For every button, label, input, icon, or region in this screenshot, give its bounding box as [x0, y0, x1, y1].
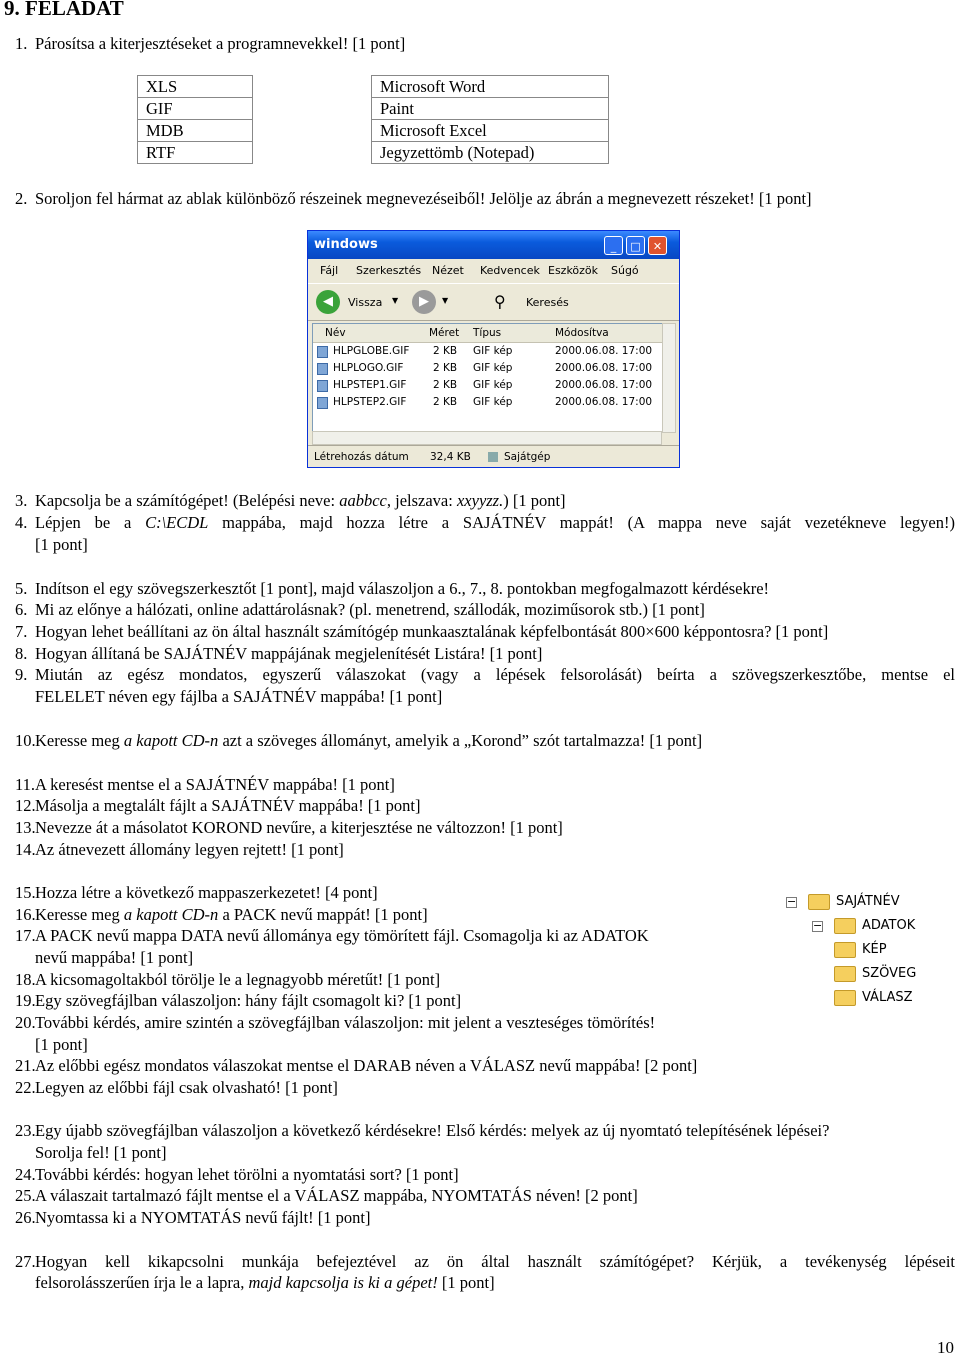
collapse-icon: − — [787, 895, 797, 908]
question-23: 23.Egy újabb szövegfájlban válaszoljon a következő kérdésekre! Első kérdés: melyek az új nyomtató telepítésének lépései? — [15, 1121, 830, 1140]
extensions-table — [137, 75, 253, 164]
status-bar — [308, 445, 679, 468]
forward-arrow-icon: ▶ — [412, 290, 436, 314]
minimize-icon: _ — [604, 236, 623, 255]
status-created: Létrehozás dátum — [314, 451, 409, 463]
question-21: 21.Az előbbi egész mondatos válaszokat mentse el DARAB néven a VÁLASZ nevű mappába! [2 pont] — [15, 1056, 698, 1075]
file-row: HLPLOGO.GIF 2 KB GIF kép 2000.06.08. 17:00 — [313, 361, 662, 378]
search-label: Keresés — [526, 296, 569, 309]
question-20: 20.További kérdés, amire szintén a szövegfájlban válaszoljon: mit jelent a veszteséges tömörítés! — [15, 1013, 656, 1032]
close-icon: ✕ — [648, 236, 667, 255]
menu-tools: Eszközök — [548, 264, 599, 277]
question-16: 16.Keresse meg a kapott CD-n a PACK nevű mappát! [1 pont] — [15, 905, 428, 924]
file-list — [312, 323, 663, 433]
question-14: 14.Az átnevezett állomány legyen rejtett! [1 pont] — [15, 840, 344, 859]
question-2: 2. Soroljon fel hármat az ablak különböző részeinek megnevezéseiből! Jelölje az ábrán a megnevezett részeket! [1 pont] — [15, 189, 812, 208]
question-3: 3. Kapcsolja be a számítógépet! (Belépési neve: aabbcc, jelszava: xxyyzz.) [1 pont] — [15, 491, 566, 510]
question-12: 12.Másolja a megtalált fájlt a SAJÁTNÉV mappába! [1 pont] — [15, 796, 421, 815]
gif-file-icon — [317, 380, 328, 392]
file-row: HLPSTEP2.GIF 2 KB GIF kép 2000.06.08. 17:00 — [313, 395, 662, 412]
back-label: Vissza — [348, 296, 383, 309]
menu-favorites: Kedvencek — [480, 264, 540, 277]
folder-icon — [834, 918, 856, 934]
vertical-scrollbar — [662, 323, 676, 433]
question-24: 24.További kérdés: hogyan lehet törölni a nyomtatási sort? [1 pont] — [15, 1165, 459, 1184]
program-cell: Microsoft Word — [372, 76, 609, 98]
folder-icon — [808, 894, 830, 910]
question-27-continuation: felsorolásszerűen írja le a lapra, majd kapcsolja is ki a gépet! [1 pont] — [35, 1273, 495, 1292]
question-6: 6. Mi az előnye a hálózati, online adattárolásnak? (pl. menetrend, szállodák, moziműsorok stb.) [1 pont] — [15, 600, 705, 619]
program-cell: Jegyzettömb (Notepad) — [372, 142, 609, 164]
section-title: 9. FELADAT — [4, 0, 124, 20]
question-7: 7. Hogyan lehet beállítani az ön által használt számítógép munkaasztalának képfelbontását 800×600 képpontosra? [1 pont] — [15, 622, 829, 641]
column-modified: Módosítva — [555, 327, 609, 339]
column-size: Méret — [429, 327, 460, 339]
gif-file-icon — [317, 363, 328, 375]
file-row: HLPGLOBE.GIF 2 KB GIF kép 2000.06.08. 17:00 — [313, 344, 662, 361]
question-17: 17.A PACK nevű mappa DATA nevű állománya egy tömörített fájl. Csomagolja ki az ADATOK — [15, 926, 649, 945]
collapse-icon: − — [813, 919, 823, 932]
question-9: 9. Miután az egész mondatos, egyszerű válaszokat (vagy a lépések felsorolását) beírta a szövegszerkesztőbe, mentse el — [15, 665, 955, 684]
question-4-continuation: [1 pont] — [35, 535, 88, 554]
back-arrow-icon: ◀ — [316, 290, 340, 314]
programs-table — [371, 75, 609, 164]
folder-icon — [834, 942, 856, 958]
gif-file-icon — [317, 346, 328, 358]
page-number: 10 — [937, 1338, 954, 1357]
window-menu-bar — [308, 259, 679, 281]
folder-icon — [834, 966, 856, 982]
question-1: 1. Párosítsa a kiterjesztéseket a programnevekkel! [1 pont] — [15, 34, 406, 53]
question-27: 27.Hogyan kell kikapcsolni munkája befejeztével az ön által használt számítógépet? Kérjük, a tevékenység lépéseit — [15, 1252, 955, 1271]
question-4: 4. Lépjen be a C:\ECDL mappába, majd hozza létre a SAJÁTNÉV mappát! (A mappa neve saját vezetékneve legyen!) — [15, 513, 955, 532]
question-8: 8. Hogyan állítaná be SAJÁTNÉV mappájának megjelenítését Listára! [1 pont] — [15, 644, 543, 663]
question-5: 5. Indítson el egy szövegszerkesztőt [1 pont], majd válaszoljon a 6., 7., 8. pontokban megfogalmazott kérdésekre! — [15, 579, 770, 598]
search-icon: ⚲ — [494, 292, 506, 311]
column-name: Név — [325, 327, 346, 339]
file-row: HLPSTEP1.GIF 2 KB GIF kép 2000.06.08. 17:00 — [313, 378, 662, 395]
horizontal-scrollbar — [312, 431, 662, 445]
explorer-window-illustration — [307, 230, 680, 468]
question-23-continuation: Sorolja fel! [1 pont] — [35, 1143, 167, 1162]
status-size: 32,4 KB — [430, 451, 471, 463]
question-19: 19.Egy szövegfájlban válaszoljon: hány fájlt csomagolt ki? [1 pont] — [15, 991, 462, 1010]
question-18: 18.A kicsomagoltakból törölje le a legnagyobb méretűt! [1 pont] — [15, 970, 441, 989]
menu-file: Fájl — [320, 264, 339, 277]
file-list-header — [313, 324, 662, 343]
menu-help: Súgó — [611, 264, 639, 277]
extension-cell: XLS — [138, 76, 253, 98]
question-22: 22.Legyen az előbbi fájl csak olvasható! [1 pont] — [15, 1078, 338, 1097]
extension-cell: MDB — [138, 120, 253, 142]
menu-edit: Szerkesztés — [356, 264, 422, 277]
question-15: 15.Hozza létre a következő mappaszerkezetet! [4 pont] — [15, 883, 378, 902]
forward-dropdown-icon: ▼ — [442, 296, 449, 305]
question-9-continuation: FELELET néven egy fájlba a SAJÁTNÉV mappába! [1 pont] — [35, 687, 443, 706]
question-10: 10.Keresse meg a kapott CD-n azt a szöveges állományt, amelyik a „Korond” szót tartalmazza! [1 pont] — [15, 731, 703, 750]
program-cell: Paint — [372, 98, 609, 120]
question-11: 11.A keresést mentse el a SAJÁTNÉV mappába! [1 pont] — [15, 775, 395, 794]
window-toolbar — [308, 283, 679, 321]
question-13: 13.Nevezze át a másolatot KOROND nevűre, a kiterjesztése ne változzon! [1 pont] — [15, 818, 563, 837]
program-cell: Microsoft Excel — [372, 120, 609, 142]
extension-cell: GIF — [138, 98, 253, 120]
window-title: windows — [314, 237, 378, 252]
back-dropdown-icon: ▼ — [392, 296, 399, 305]
extension-cell: RTF — [138, 142, 253, 164]
column-type: Típus — [473, 327, 502, 339]
gif-file-icon — [317, 397, 328, 409]
folder-icon — [834, 990, 856, 1006]
menu-view: Nézet — [432, 264, 464, 277]
question-17-continuation: nevű mappába! [1 pont] — [35, 948, 194, 967]
window-title-bar — [308, 231, 679, 259]
question-26: 26.Nyomtassa ki a NYOMTATÁS nevű fájlt! [1 pont] — [15, 1208, 371, 1227]
question-25: 25.A válaszait tartalmazó fájlt mentse el a VÁLASZ mappába, NYOMTATÁS néven! [2 pont] — [15, 1186, 638, 1205]
status-location: Sajátgép — [504, 451, 551, 463]
computer-icon — [488, 452, 498, 462]
question-20-continuation: [1 pont] — [35, 1035, 88, 1054]
maximize-icon: □ — [626, 236, 645, 255]
